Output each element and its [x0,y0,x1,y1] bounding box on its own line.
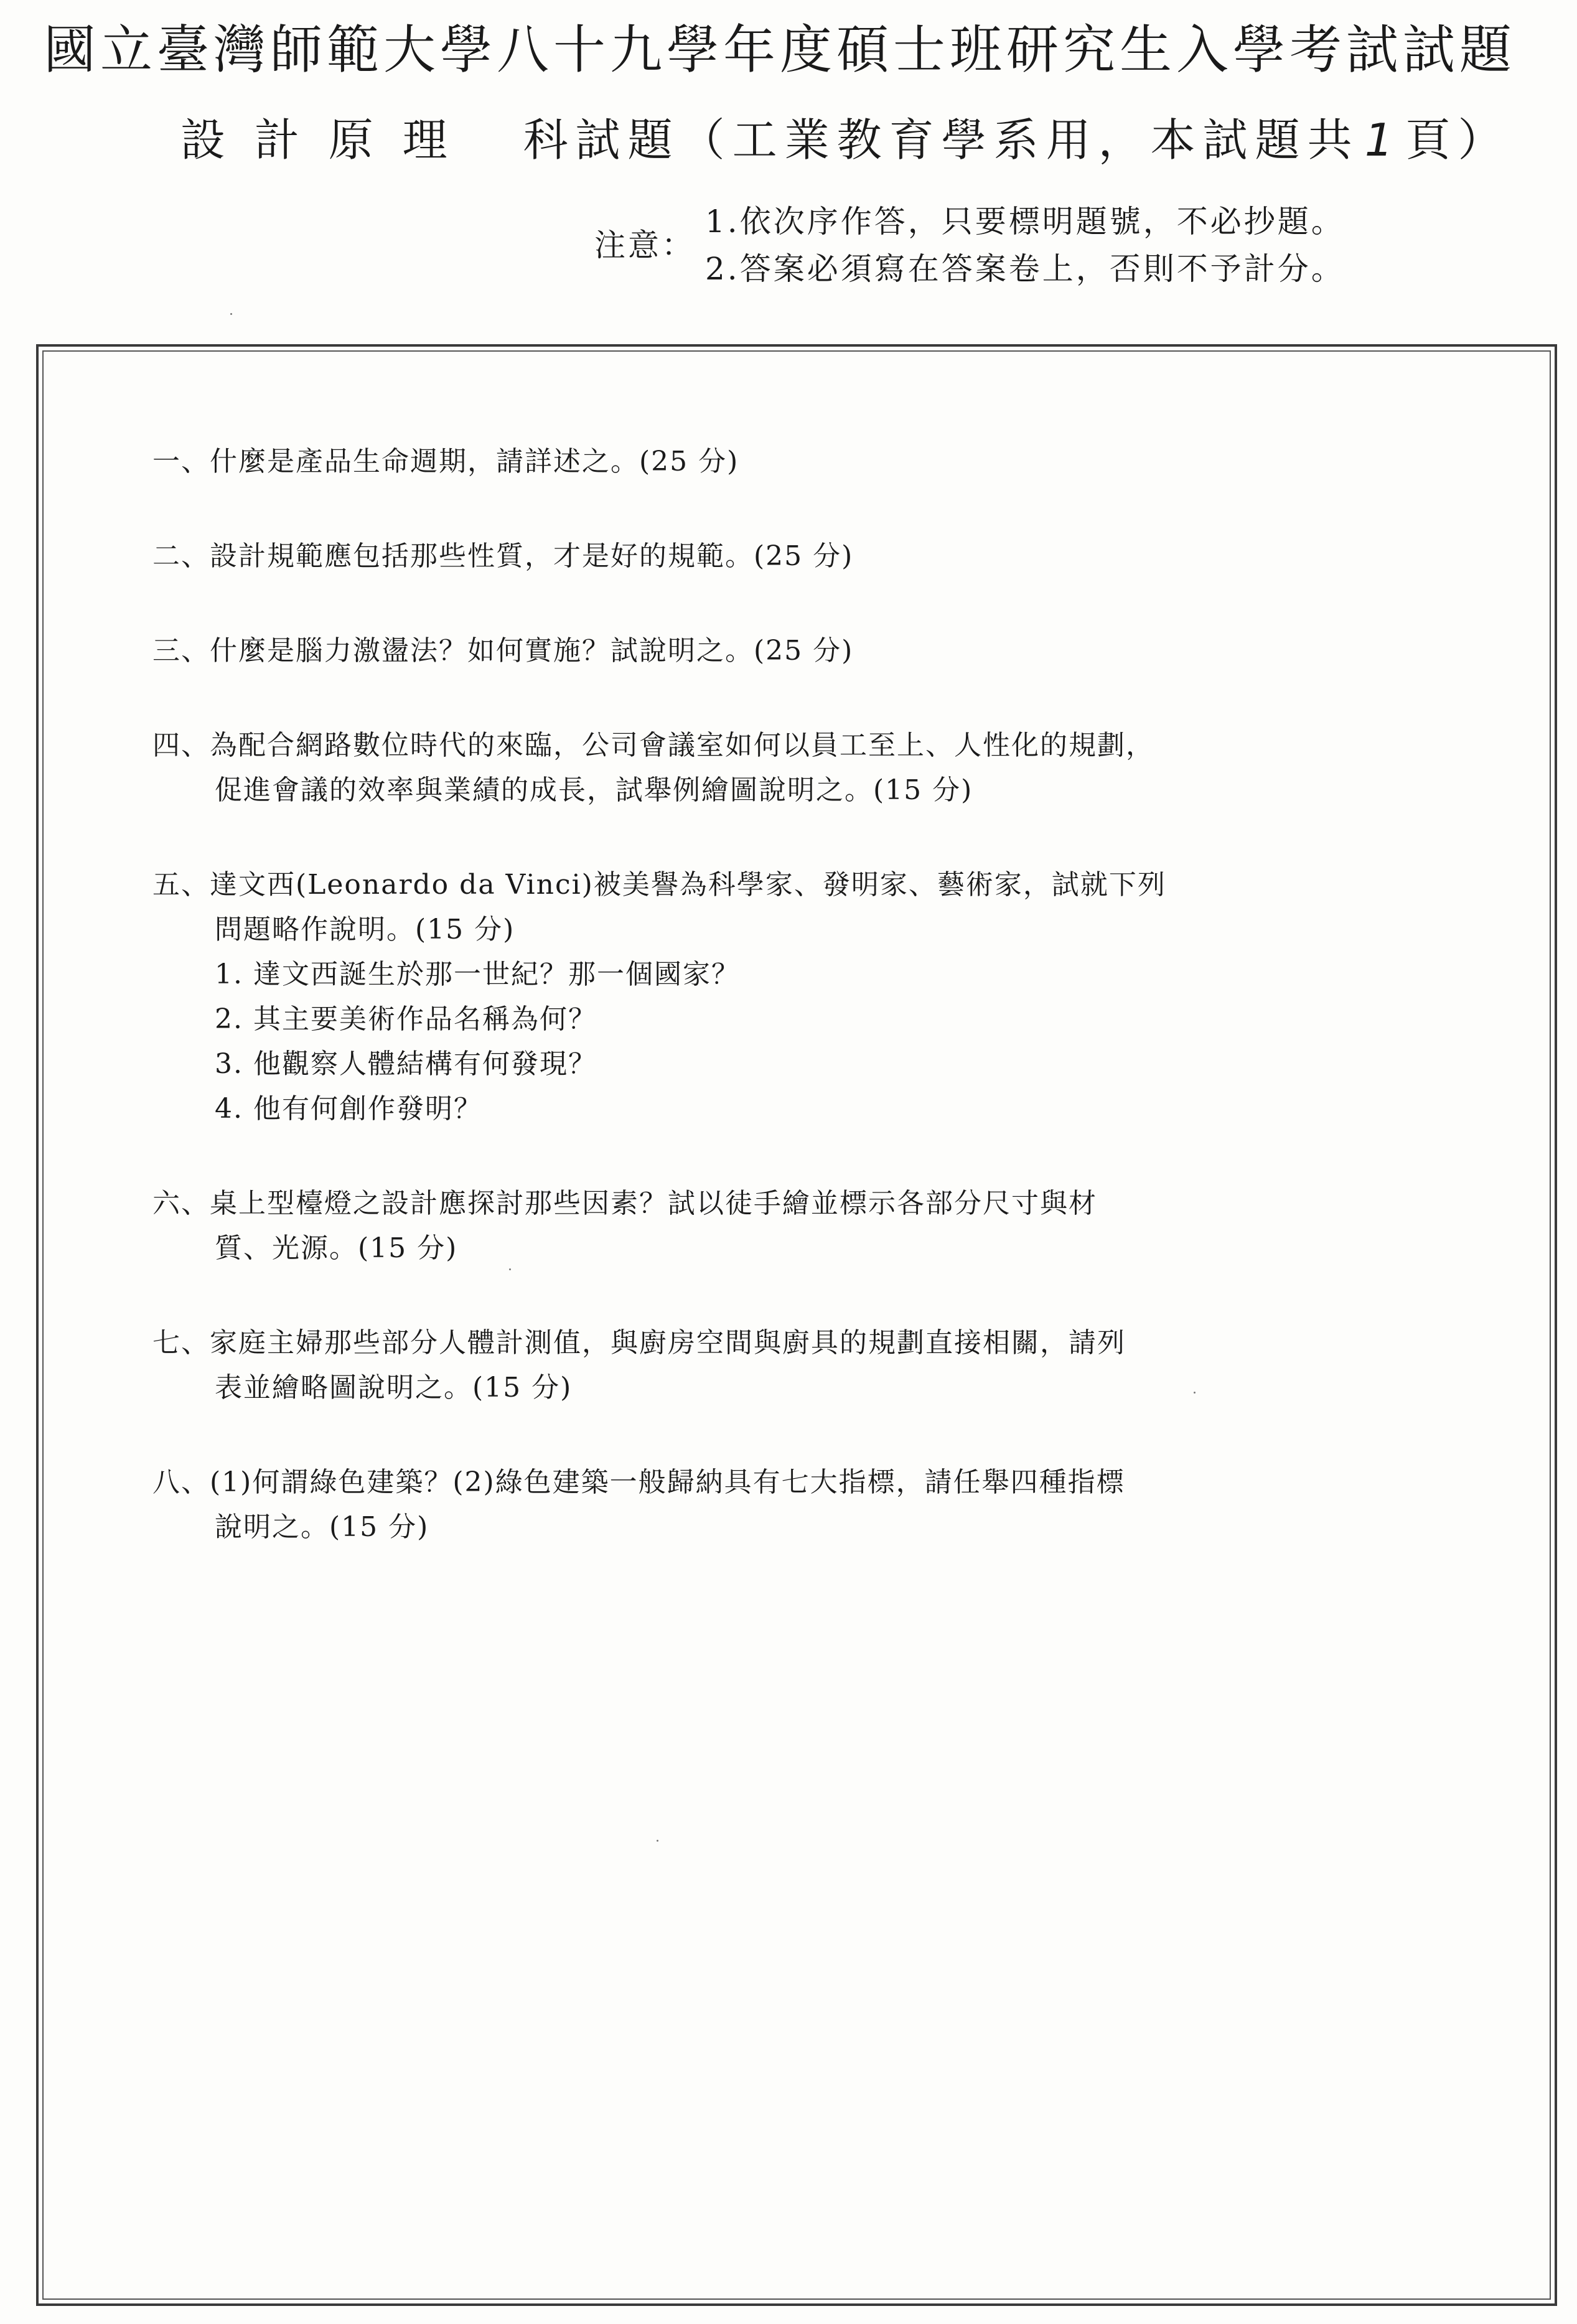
question-8 [152,1460,1497,1550]
question-text: 為配合網路數位時代的來臨，公司會議室如何以員工至上、人性化的規劃， [210,729,1154,761]
exam-title: 國立臺灣師範大學八十九學年度碩士班研究生入學考試試題 [44,19,1517,80]
question-text: 什麼是產品生命週期，請詳述之。(25 分) [210,446,739,477]
question-number: 五、 [152,869,210,901]
exam-subtitle [180,106,1510,174]
sub-question-2: 2. 其主要美術作品名稱為何？ [215,1003,597,1035]
question-1 [152,439,1497,484]
notice-item-1: 1.依次序作答，只要標明題號，不必抄題。 [705,204,1345,240]
scan-speck [509,1268,511,1270]
notice-label: 注意： [594,227,695,263]
sub-question-1: 1. 達文西誕生於那一世紀？那一個國家？ [215,958,740,990]
question-text: 達文西(Leonardo da Vinci)被美譽為科學家、發明家、藝術家，試就下列 [210,869,1166,901]
page-count: 1 [1364,114,1401,166]
subtitle-text-1: 科試題（工業教育學系用，本試題共 [523,114,1360,166]
notice-block [594,198,1345,293]
subject-name: 設 計 原 理 [180,114,455,166]
scan-speck [1194,1392,1196,1394]
question-number: 六、 [152,1188,210,1219]
question-text: (1)何謂綠色建築？(2)綠色建築一般歸納具有七大指標，請任舉四種指標 [210,1466,1125,1498]
question-number: 四、 [152,729,210,761]
question-6 [152,1181,1497,1271]
question-text: 設計規範應包括那些性質，才是好的規範。(25 分) [210,540,854,572]
question-text-continued: 問題略作說明。(15 分) [215,914,515,945]
question-list [152,439,1497,1600]
question-text: 桌上型檯燈之設計應探討那些因素？試以徒手繪並標示各部分尺寸與材 [210,1188,1097,1219]
question-text: 什麼是腦力激盪法？如何實施？試說明之。(25 分) [210,635,854,667]
question-7 [152,1321,1497,1410]
scan-speck [230,313,232,315]
question-3 [152,629,1497,673]
question-number: 一、 [152,446,210,477]
subtitle-text-2: 頁） [1405,114,1510,166]
scan-speck [657,1840,658,1842]
question-number: 三、 [152,635,210,667]
question-text-continued: 表並繪略圖說明之。(15 分) [215,1372,573,1403]
question-text: 家庭主婦那些部分人體計測值，與廚房空間與廚具的規劃直接相關，請列 [210,1327,1126,1359]
question-number: 八、 [152,1466,210,1498]
notice-item-2: 2.答案必須寫在答案卷上，否則不予計分。 [705,251,1345,287]
sub-question-3: 3. 他觀察人體結構有何發現？ [215,1048,597,1080]
question-4 [152,723,1497,813]
question-number: 二、 [152,540,210,572]
question-text-continued: 促進會議的效率與業績的成長，試舉例繪圖說明之。(15 分) [215,774,973,806]
question-text-continued: 說明之。(15 分) [215,1511,429,1543]
question-5 [152,863,1497,1132]
question-number: 七、 [152,1327,210,1359]
sub-question-4: 4. 他有何創作發明？ [215,1093,482,1125]
question-2 [152,534,1497,579]
question-text-continued: 質、光源。(15 分) [215,1232,458,1264]
